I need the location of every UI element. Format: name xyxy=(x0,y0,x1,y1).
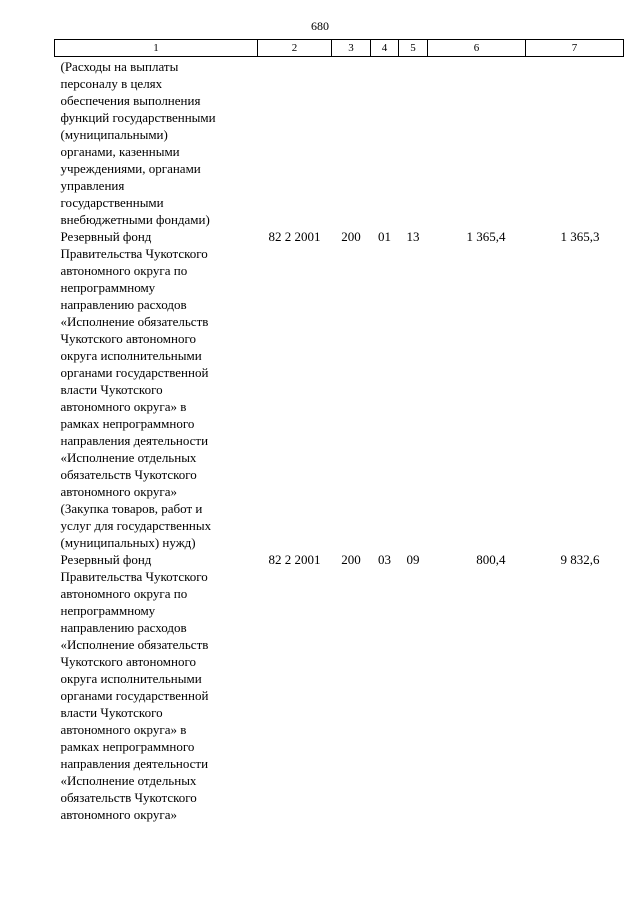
description-line: автономного округа» xyxy=(60,807,177,822)
amount-column-6: 800,4 xyxy=(476,552,506,567)
amount-column-7: 1 365,3 xyxy=(560,229,600,244)
section-code: 03 xyxy=(378,552,391,567)
description-line: направлению расходов xyxy=(60,297,187,312)
header-row xyxy=(55,40,624,57)
section-code: 01 xyxy=(378,229,391,244)
table-row xyxy=(55,551,624,823)
description-line: государственными xyxy=(60,195,164,210)
description-line: автономного округа по xyxy=(60,263,188,278)
amount-column-7 xyxy=(526,57,624,229)
amount-column-6 xyxy=(428,57,526,229)
description-line: органами, казенными xyxy=(60,144,180,159)
expense-type-code xyxy=(332,57,371,229)
target-article-code: 82 2 2001 xyxy=(268,552,321,567)
column-header: 7 xyxy=(526,40,624,57)
description-line: округа исполнительными xyxy=(60,348,202,363)
amount-column-7: 9 832,6 xyxy=(560,552,600,567)
description-line: направлению расходов xyxy=(60,620,187,635)
description-line: округа исполнительными xyxy=(60,671,202,686)
description-line: «Исполнение обязательств xyxy=(60,637,209,652)
description-line: автономного округа» в xyxy=(60,399,187,414)
description-line: власти Чукотского xyxy=(60,382,163,397)
description-line: направления деятельности xyxy=(60,433,209,448)
description-line: услуг для государственных xyxy=(60,518,212,533)
row-description xyxy=(55,57,258,229)
column-header: 2 xyxy=(258,40,332,57)
description-line: Резервный фонд xyxy=(60,229,152,244)
description-line: управления xyxy=(60,178,125,193)
column-header: 1 xyxy=(55,40,258,57)
column-header: 6 xyxy=(428,40,526,57)
description-line: Правительства Чукотского xyxy=(60,246,208,261)
description-line: автономного округа» xyxy=(60,484,177,499)
description-line: обязательств Чукотского xyxy=(60,790,197,805)
subsection-code: 13 xyxy=(406,229,420,244)
description-line: персоналу в целях xyxy=(60,76,163,91)
description-line: автономного округа по xyxy=(60,586,188,601)
description-line: (муниципальными) xyxy=(60,127,168,142)
column-header: 3 xyxy=(332,40,371,57)
row-description xyxy=(55,551,258,823)
description-line: обеспечения выполнения xyxy=(60,93,201,108)
description-line: «Исполнение отдельных xyxy=(60,450,197,465)
section-code xyxy=(371,57,399,229)
description-line: внебюджетными фондами) xyxy=(60,212,210,227)
target-article-code: 82 2 2001 xyxy=(268,229,321,244)
description-line: органами государственной xyxy=(60,365,209,380)
budget-table xyxy=(54,39,624,823)
description-line: Чукотского автономного xyxy=(60,654,196,669)
description-line: «Исполнение обязательств xyxy=(60,314,209,329)
column-header: 4 xyxy=(371,40,399,57)
target-article-code xyxy=(258,57,332,229)
description-line: рамках непрограммного xyxy=(60,739,195,754)
description-line: органами государственной xyxy=(60,688,209,703)
description-line: учреждениями, органами xyxy=(60,161,201,176)
table-row xyxy=(55,228,624,551)
table-row xyxy=(55,57,624,229)
description-line: автономного округа» в xyxy=(60,722,187,737)
description-line: Резервный фонд xyxy=(60,552,152,567)
description-line: Правительства Чукотского xyxy=(60,569,208,584)
description-line: Чукотского автономного xyxy=(60,331,196,346)
description-line: направления деятельности xyxy=(60,756,209,771)
expense-type-code: 200 xyxy=(341,229,361,244)
description-line: обязательств Чукотского xyxy=(60,467,197,482)
row-description xyxy=(55,228,258,551)
subsection-code: 09 xyxy=(406,552,420,567)
description-line: (Расходы на выплаты xyxy=(60,59,179,74)
description-line: (Закупка товаров, работ и xyxy=(60,501,203,516)
description-line: рамках непрограммного xyxy=(60,416,195,431)
column-header: 5 xyxy=(399,40,428,57)
description-line: функций государственными xyxy=(60,110,216,125)
description-line: власти Чукотского xyxy=(60,705,163,720)
description-line: (муниципальных) нужд) xyxy=(60,535,196,550)
amount-column-6: 1 365,4 xyxy=(466,229,506,244)
page-number: 680 xyxy=(311,19,329,33)
expense-type-code: 200 xyxy=(341,552,361,567)
description-line: непрограммному xyxy=(60,603,156,618)
description-line: «Исполнение отдельных xyxy=(60,773,197,788)
subsection-code xyxy=(399,57,428,229)
description-line: непрограммному xyxy=(60,280,156,295)
